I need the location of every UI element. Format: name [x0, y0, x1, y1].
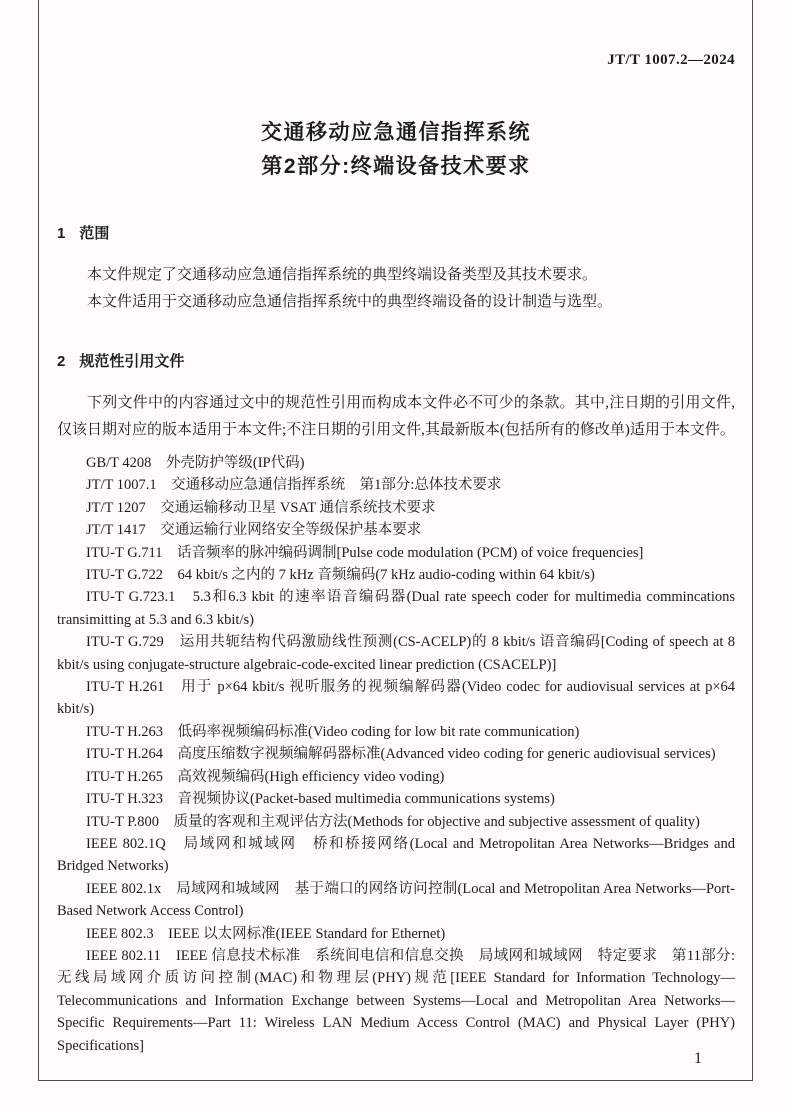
reference-item: IEEE 802.1x 局域网和城域网 基于端口的网络访问控制(Local and Metropolitan Area Networks—Port-Based Network Access Control): [57, 880, 735, 920]
section-references-heading: [57, 352, 735, 372]
references-intro-group: [57, 390, 735, 444]
section-scope-heading: [57, 224, 735, 244]
paragraph: 本文件适用于交通移动应急通信指挥系统中的典型终端设备的设计制造与选型。: [87, 294, 613, 310]
reference-item: ITU-T H.264 高度压缩数字视频编解码器标准(Advanced video coding for generic audiovisual services): [86, 746, 716, 763]
references-list: [57, 452, 735, 1057]
reference-item: IEEE 802.1Q 局域网和城域网 桥和桥接网络(Local and Metropolitan Area Networks—Bridges and Bridged Networks): [57, 835, 735, 875]
reference-item: ITU-T H.265 高效视频编码(High efficiency video voding): [86, 768, 445, 785]
document-header: [57, 52, 735, 68]
reference-item: ITU-T H.261 用于 p×64 kbit/s 视听服务的视频编解码器(Video codec for audiovisual services at p×64 kbit/s): [57, 679, 735, 718]
reference-item: JT/T 1207 交通运输移动卫星 VSAT 通信系统技术要求: [86, 499, 436, 516]
reference-item: ITU-T H.263 低码率视频编码标准(Video coding for low bit rate communication): [86, 723, 580, 740]
reference-item: GB/T 4208 外壳防护等级(IP代码): [86, 455, 305, 471]
page-number: 1: [694, 1050, 702, 1067]
reference-item: ITU-T H.323 音视频协议(Packet-based multimedia communications systems): [86, 791, 555, 808]
references-intro: 下列文件中的内容通过文中的规范性引用而构成本文件必不可少的条款。其中,注日期的引用文件,仅该日期对应的版本适用于本文件;不注日期的引用文件,其最新版本(包括所有的修改单)适用于本文件。: [57, 395, 735, 438]
section-number: 2: [57, 353, 66, 370]
reference-item: JT/T 1417 交通运输行业网络安全等级保护基本要求: [86, 522, 422, 539]
reference-item: JT/T 1007.1 交通移动应急通信指挥系统 第1部分:总体技术要求: [86, 477, 502, 494]
section-title: 规范性引用文件: [79, 353, 185, 370]
reference-item: ITU-T P.800 质量的客观和主观评估方法(Methods for objective and subjective assessment of quality): [86, 813, 700, 830]
section-title: 范围: [79, 225, 110, 242]
section-scope: [57, 224, 735, 316]
doc-title-line-2: 第2部分:终端设备技术要求: [261, 155, 531, 178]
reference-item: IEEE 802.11 IEEE 信息技术标准 系统间电信和信息交换 局域网和城域网 特定要求 第11部分:无线局域网介质访问控制(MAC)和物理层(PHY)规范[IEEE Standard for Information Technology—Telecommunications and Information Exchange between Systems—Local and Metropolitan Area Networks—Specific Requirements—Part 11: Wireless LAN Medium Access Control (MAC) and Physical Layer (PHY) Specifications]: [57, 947, 735, 1054]
section-number: 1: [57, 225, 66, 242]
reference-item: ITU-T G.722 64 kbit/s 之内的 7 kHz 音频编码(7 kHz audio-coding within 64 kbit/s): [86, 567, 595, 584]
doc-title: [57, 116, 735, 184]
reference-item: ITU-T G.723.1 5.3和6.3 kbit 的速率语音编码器(Dual rate speech coder for multimedia commincations transimitting at 5.3 and 6.3 kbit/s): [57, 589, 735, 628]
doc-title-line-1: 交通移动应急通信指挥系统: [261, 121, 531, 144]
reference-item: IEEE 802.3 IEEE 以太网标准(IEEE Standard for Ethernet): [86, 925, 446, 942]
paragraph: 本文件规定了交通移动应急通信指挥系统的典型终端设备类型及其技术要求。: [87, 267, 598, 283]
reference-item: ITU-T G.729 运用共轭结构代码激励线性预测(CS-ACELP)的 8 kbit/s 语音编码[Coding of speech at 8 kbit/s using conjugate-structure algebraic-code-excited linear prediction (CSACELP)]: [57, 634, 735, 673]
reference-item: ITU-T G.711 话音频率的脉冲编码调制[Pulse code modulation (PCM) of voice frequencies]: [86, 544, 644, 561]
doc-number: JT/T 1007.2—2024: [607, 52, 735, 68]
section-references: [57, 352, 735, 1057]
section-scope-body: [57, 262, 735, 316]
